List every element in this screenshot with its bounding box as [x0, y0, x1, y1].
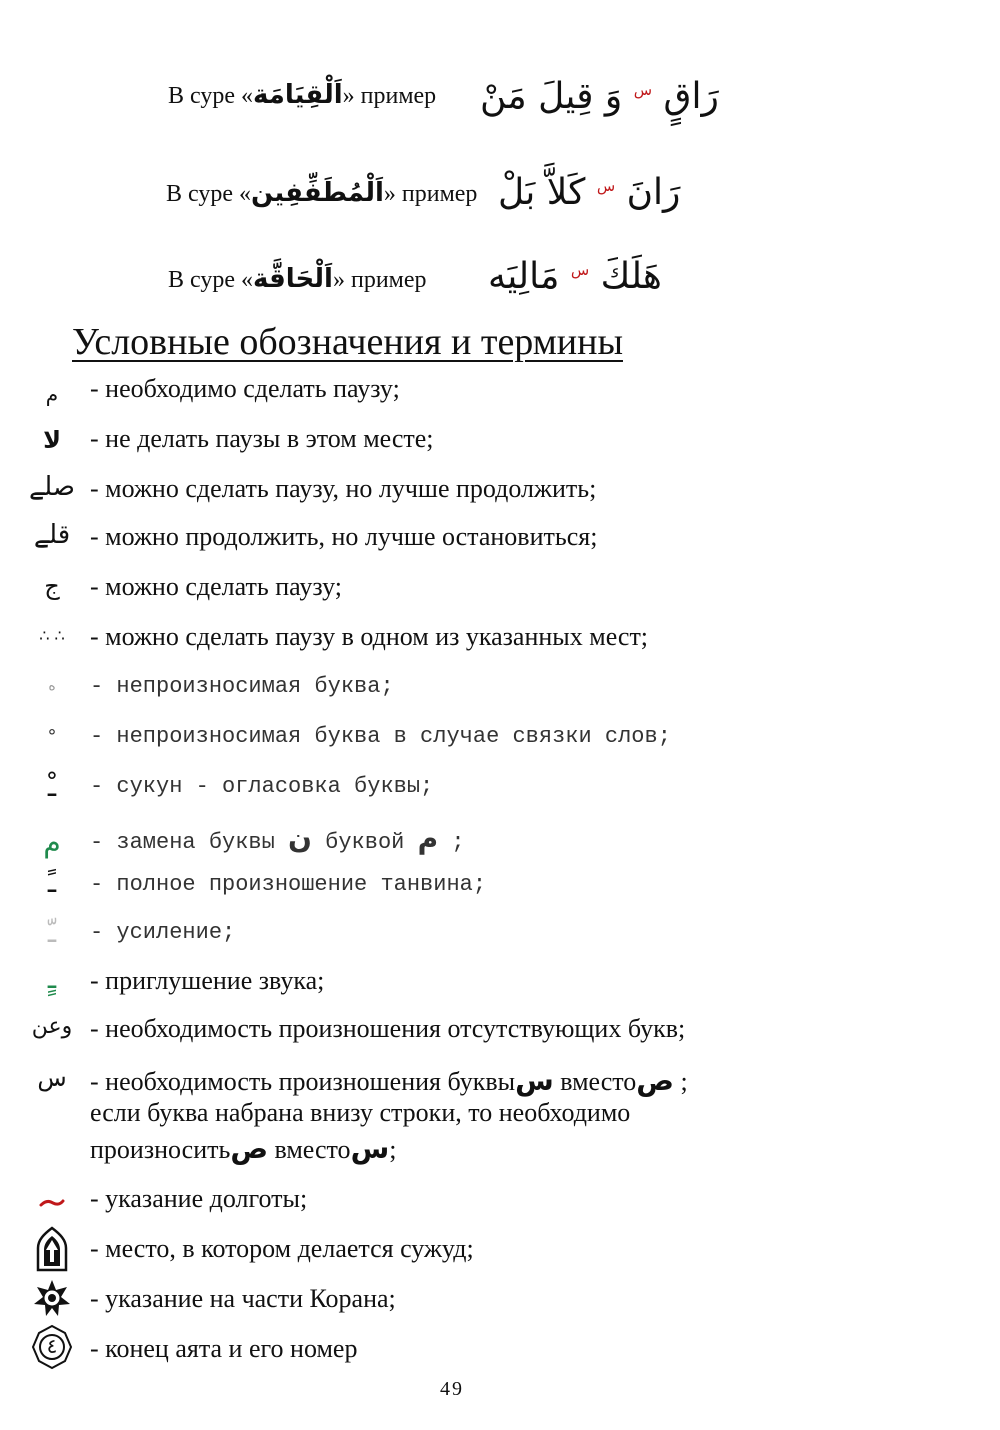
example-suffix: » пример: [383, 181, 478, 207]
sura-name: اَلْمُطَفِّفِين: [251, 178, 384, 208]
example-suffix: » пример: [342, 83, 437, 109]
example-prefix: В суре «: [166, 181, 251, 207]
green-mim-icon: م: [43, 826, 61, 859]
section-heading: Условные обозначения и термины: [72, 321, 623, 363]
sura-name: اَلْحَاقَّة: [253, 264, 333, 294]
sin-mark: س: [570, 261, 590, 279]
jim-icon: ج: [44, 572, 60, 600]
example-prefix: В суре «: [168, 83, 253, 109]
nun-letter: ن: [288, 822, 312, 855]
example-suffix: » пример: [332, 267, 427, 293]
legend-text: - место, в котором делается сужуд;: [90, 1234, 474, 1263]
sin-letter: س: [515, 1064, 554, 1097]
mim-letter: م: [417, 822, 439, 855]
legend-text: - усиление;: [90, 920, 236, 945]
sin-mark: س: [596, 177, 616, 195]
legend-text: - полное произношение танвина;: [90, 872, 487, 897]
juz-star-icon: [22, 1278, 82, 1322]
sala-icon: صلے: [29, 472, 75, 502]
sad-letter: ص: [636, 1064, 674, 1097]
qala-icon: قلے: [33, 520, 71, 550]
sin-letter: س: [350, 1132, 390, 1165]
page-number: 49: [440, 1378, 464, 1400]
arabic-example: هَلَكَ $^س$ مَالِيَه: [488, 256, 662, 297]
sin-icon: س: [37, 1064, 67, 1092]
silent-letter-icon: ه: [48, 678, 56, 694]
legend-text: - непроизносимая буква;: [90, 674, 394, 699]
three-dots-icon: ∴ ∴: [39, 626, 65, 645]
madd-icon: [22, 1194, 82, 1213]
example-prefix: В суре «: [168, 267, 253, 293]
tanween-icon: ـً: [47, 866, 57, 899]
ayah-number: ٤: [46, 1334, 58, 1358]
legend-text: - конец аята и его номер: [90, 1334, 358, 1363]
sajda-icon: [22, 1226, 82, 1276]
circle-icon: °: [47, 726, 57, 747]
mim-stop-icon: م: [45, 382, 59, 406]
legend-text: - можно сделать паузу, но лучше продолжить;: [90, 474, 597, 503]
ayah-end-icon: [22, 1324, 82, 1370]
legend-text: - приглушение звука;: [90, 966, 325, 995]
legend-text: - сукун - огласовка буквы;: [90, 774, 434, 799]
sad-letter: ص: [230, 1132, 269, 1165]
ikhfa-icon: ـٍ: [47, 962, 57, 995]
legend-text: - указание долготы;: [90, 1184, 308, 1213]
legend-text: - указание на части Корана;: [90, 1284, 396, 1313]
shadda-icon: ـّ: [47, 916, 57, 949]
legend-text: - необходимо сделать паузу;: [90, 374, 400, 403]
missing-letters-icon: وعن: [31, 1014, 73, 1039]
legend-text: - непроизносимая буква в случае связки слов;: [90, 724, 671, 749]
sura-name: اَلْقِيَامَة: [253, 80, 343, 110]
legend-text: - можно продолжить, но лучше остановиться;: [90, 522, 598, 551]
legend-text-line3: произноситьص вместоس;: [90, 1132, 397, 1165]
arabic-example: رَانَ $^س$ كَلاَّ بَلْ: [498, 172, 681, 213]
sukun-icon: ـْ: [47, 770, 57, 803]
legend-text: - необходимость произношения буквыس вместоص ;: [90, 1064, 688, 1097]
legend-text: - замена буквы ن буквой م ;: [90, 822, 465, 855]
sin-mark: س: [633, 81, 653, 99]
legend-text: - необходимость произношения отсутствующих букв;: [90, 1014, 686, 1043]
la-icon: لا: [43, 426, 61, 454]
legend-text: - можно сделать паузу;: [90, 572, 342, 601]
legend-text: - не делать паузы в этом месте;: [90, 424, 434, 453]
legend-text: - можно сделать паузу в одном из указанных мест;: [90, 622, 649, 651]
arabic-example: رَاقٍ $^س$ وَ قِيلَ مَنْ: [480, 76, 719, 117]
madd-mark: [37, 1197, 67, 1209]
legend-text-line2: если буква набрана внизу строки, то необходимо: [90, 1098, 631, 1127]
